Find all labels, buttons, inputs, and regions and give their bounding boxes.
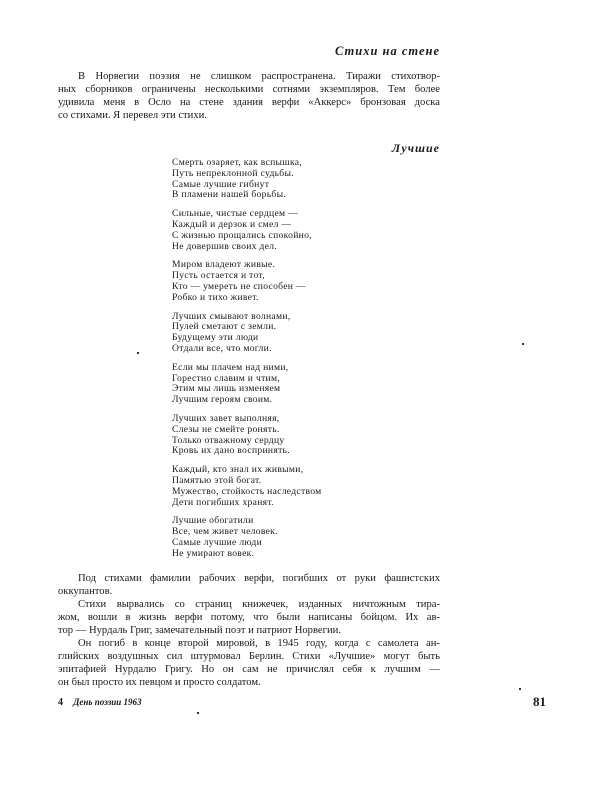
poem-verse-line: Миром владеют живые.: [172, 259, 276, 271]
poem-stanza: [172, 260, 322, 303]
scan-speck: [137, 352, 139, 354]
text-line: эпитафией Нурдалю Григу. Но он сам не причислял себя к лучшим —: [58, 664, 440, 675]
scan-speck: [519, 688, 521, 690]
poem-verse-line: Мужество, стойкость наследством: [172, 485, 322, 497]
outro-paragraph: [58, 572, 440, 689]
poem-stanza: [172, 312, 322, 355]
text-line: Под стихами фамилии рабочих верфи, погибших от руки фашистских: [78, 573, 440, 584]
scan-speck: [197, 712, 199, 714]
poem-verse-line: Самые лучшие люди: [172, 536, 263, 548]
poem-verse-line: В пламени нашей борьбы.: [172, 189, 287, 201]
poem-verse-line: Лучших смывают волнами,: [172, 310, 291, 322]
poem-body: [172, 158, 322, 568]
text-line: тор — Нурдаль Григ, замечательный поэт и патриот Норвегии.: [58, 625, 341, 636]
poem-verse-line: Будущему эти люди: [172, 332, 259, 344]
poem-verse-line: Если мы плачем над ними,: [172, 361, 289, 373]
poem-stanza: [172, 158, 322, 201]
poem-verse-line: Пусть остается и тот,: [172, 270, 265, 282]
signature-number: 4: [58, 697, 63, 708]
text-line: глийских воздушных сил штурмовал Берлин. Стихи «Лучшие» могут быть: [58, 651, 440, 662]
poem-verse-line: Каждый и дерзок и смел —: [172, 218, 292, 230]
poem-verse-line: Отдали все, что могли.: [172, 342, 272, 354]
poem-stanza: [172, 209, 322, 252]
poem-verse-line: Самые лучшие гибнут: [172, 178, 270, 190]
text-line: Стихи вырвались со страниц книжечек, изданных ничтожным тира-: [78, 599, 440, 610]
poem-verse-line: Кровь их дано воспринять.: [172, 445, 290, 457]
text-line: жом, вошли в жизнь верфи потому, что были написаны бойцом. Их ав-: [58, 612, 440, 623]
poem-verse-line: Горестно славим и чтим,: [172, 372, 281, 384]
page-number: 81: [533, 694, 546, 709]
text-line: ных сборников ограничены несколькими сотнями экземпляров. Тем более: [58, 84, 440, 95]
poem-verse-line: Путь непреклонной судьбы.: [172, 167, 294, 179]
poem-verse-line: Слезы не смейте ронять.: [172, 423, 280, 435]
poem-stanza: [172, 516, 322, 559]
poem-verse-line: Лучших завет выполняя,: [172, 412, 280, 424]
poem-verse-line: Каждый, кто знал их живыми,: [172, 464, 304, 476]
poem-verse-line: Все, чем живет человек.: [172, 526, 278, 538]
poem-verse-line: С жизнью прощались спокойно,: [172, 229, 312, 241]
poem-verse-line: Робко и тихо живет.: [172, 291, 259, 303]
source-title: День поэзии 1963: [73, 697, 142, 707]
text-line: удивила меня в Осло на стене здания верфи «Аккерс» бронзовая доска: [58, 97, 440, 108]
text-line: он был просто их певцом и просто солдатом.: [58, 677, 261, 688]
poem-verse-line: Лучшие обогатили: [172, 515, 254, 527]
poem-verse-line: Пулей сметают с земли.: [172, 321, 277, 333]
scan-speck: [522, 343, 524, 345]
poem-verse-line: Не довершив своих дел.: [172, 240, 278, 252]
poem-verse-line: Памятью этой богат.: [172, 474, 262, 486]
poem-verse-line: Этим мы лишь изменяем: [172, 383, 281, 395]
poem-verse-line: Дети погибших хранят.: [172, 496, 274, 508]
poem-verse-line: Смерть озаряет, как вспышка,: [172, 157, 303, 168]
poem-verse-line: Только отважному сердцу: [172, 434, 285, 446]
footer-signature: [58, 696, 142, 709]
text-line: оккупантов.: [58, 586, 113, 597]
poem-stanza: [172, 414, 322, 457]
text-line: Он погиб в конце второй мировой, в 1945 году, когда с самолета ан-: [78, 638, 440, 649]
poem-title: Лучшие: [391, 141, 440, 155]
poem-stanza: [172, 363, 322, 406]
poem-verse-line: Сильные, чистые сердцем —: [172, 208, 298, 220]
poem-verse-line: Не умирают вовек.: [172, 547, 255, 559]
running-title: Стихи на стене: [335, 44, 440, 58]
intro-paragraph: [58, 70, 440, 122]
poem-verse-line: Кто — умереть не способен —: [172, 280, 306, 292]
poem-verse-line: Лучшим героям своим.: [172, 394, 273, 406]
poem-stanza: [172, 465, 322, 508]
text-line: В Норвегии поэзия не слишком распространена. Тиражи стихотвор-: [78, 71, 440, 82]
text-line: со стихами. Я перевел эти стихи.: [58, 110, 207, 121]
